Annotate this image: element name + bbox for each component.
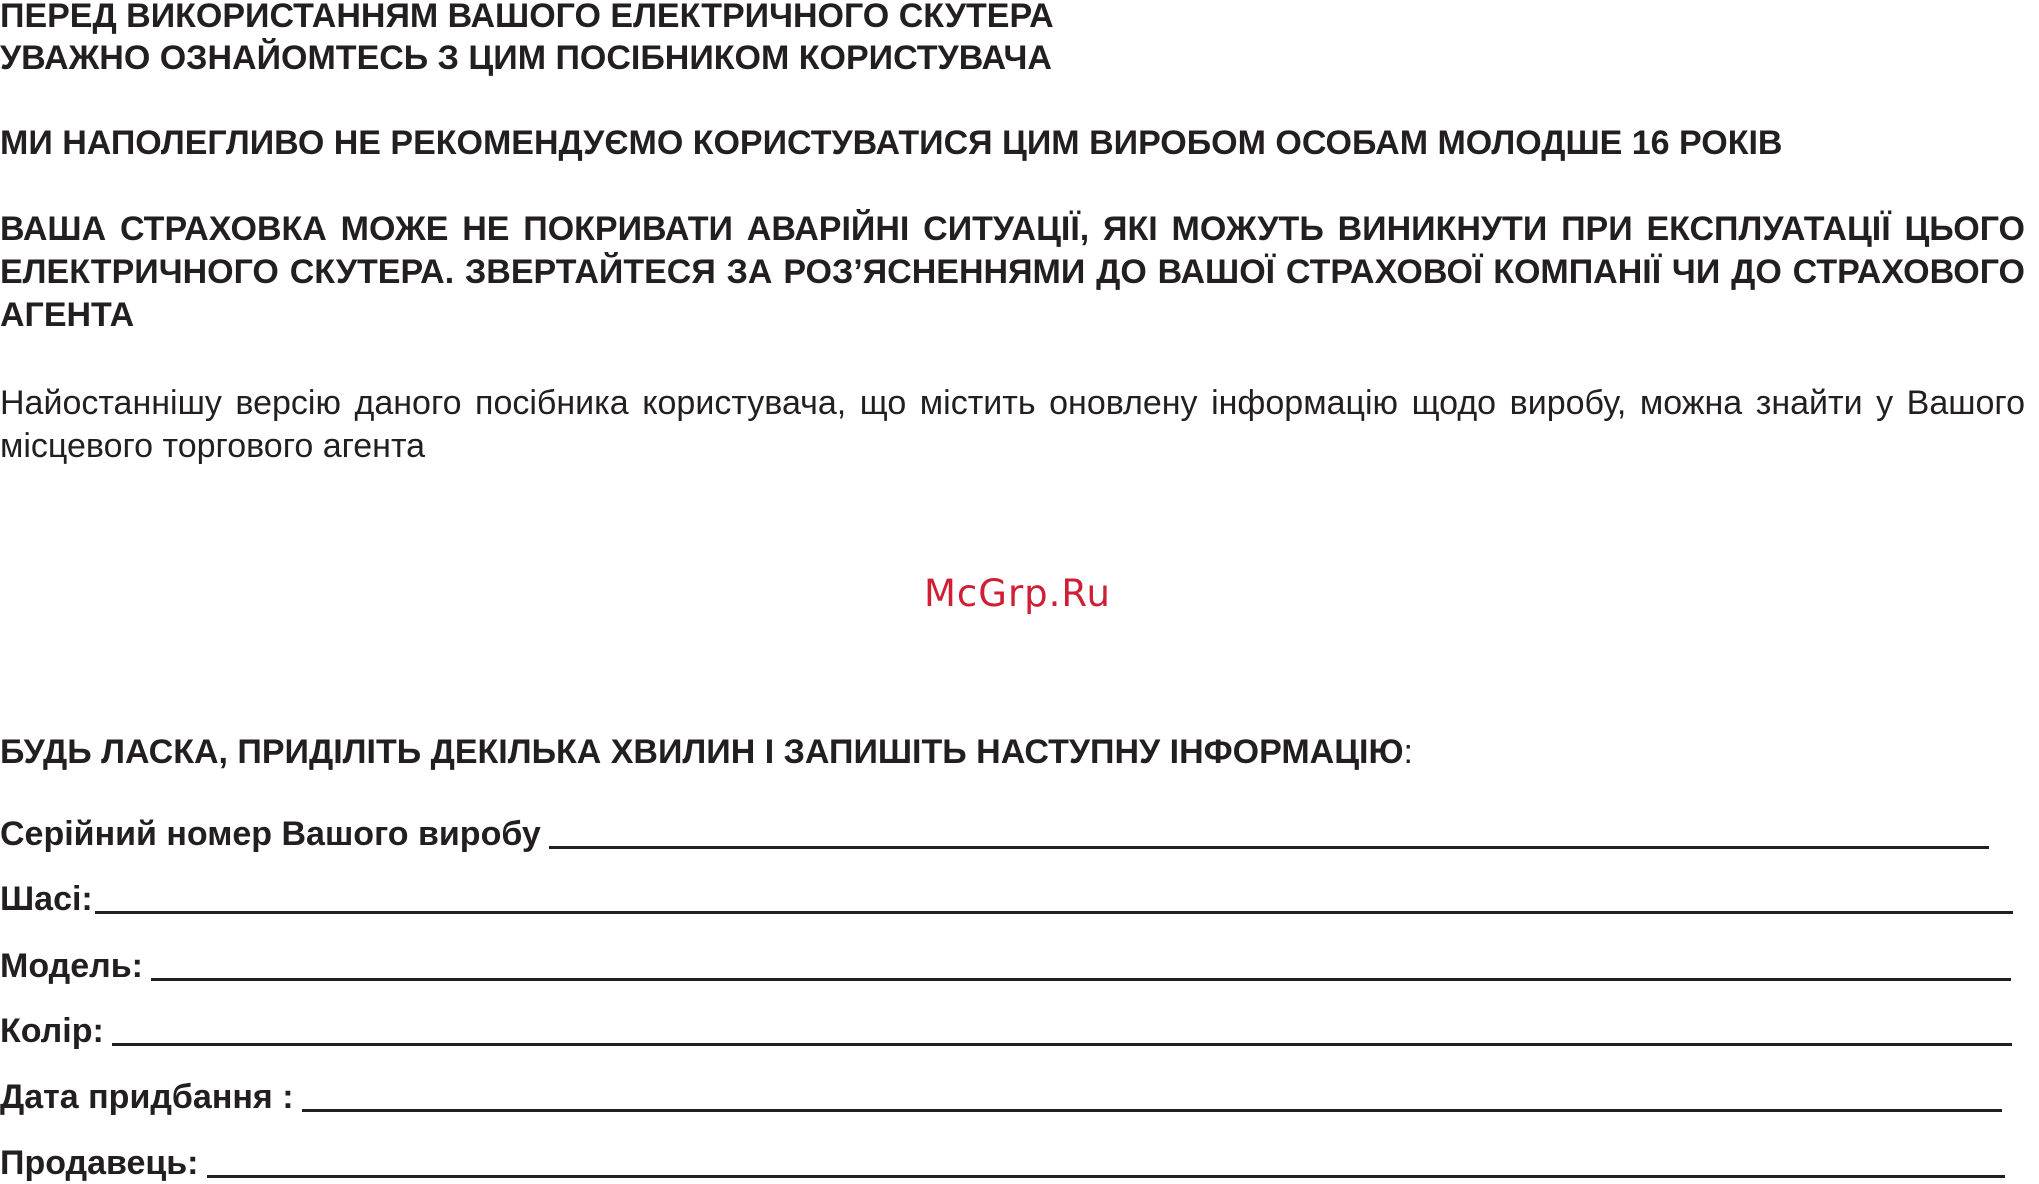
record-prompt-text: БУДЬ ЛАСКА, ПРИДІЛІТЬ ДЕКІЛЬКА ХВИЛИН І ЗАПИШІТЬ НАСТУПНУ ІНФОРМАЦІЮ: [0, 733, 1404, 771]
header-line-1: ПЕРЕД ВИКОРИСТАННЯМ ВАШОГО ЕЛЕКТРИЧНОГО СКУТЕРА: [0, 0, 1054, 35]
seller-label: Продавець:: [0, 1144, 199, 1182]
watermark: McGrp.Ru: [924, 572, 1111, 615]
record-prompt: [0, 731, 1413, 773]
serial-number-label: Серійний номер Вашого виробу: [0, 815, 541, 853]
chassis-field: [0, 874, 2013, 920]
insurance-notice: ВАША СТРАХОВКА МОЖЕ НЕ ПОКРИВАТИ АВАРІЙНІ СИТУАЦІЇ, ЯКІ МОЖУТЬ ВИНИКНУТИ ПРИ ЕКСПЛУАТАЦІЇ ЦЬОГО ЕЛЕКТРИЧНОГО СКУТЕРА. ЗВЕРТАЙТЕСЯ ЗА РОЗ’ЯСНЕННЯМИ ДО ВАШОЇ СТРАХОВОЇ КОМПАНІЇ ЧИ ДО СТРАХОВОГО АГЕНТА: [0, 210, 2025, 334]
color-blank[interactable]: [112, 1043, 2012, 1046]
purchase-date-label: Дата придбання :: [0, 1078, 294, 1116]
chassis-label: Шасі:: [0, 880, 93, 918]
color-label: Колір:: [0, 1012, 104, 1050]
seller-field: [0, 1138, 2005, 1184]
record-prompt-colon: :: [1403, 733, 1413, 771]
serial-number-blank[interactable]: [549, 846, 1989, 849]
model-blank[interactable]: [151, 978, 2011, 981]
header-line-2: УВАЖНО ОЗНАЙОМТЕСЬ З ЦИМ ПОСІБНИКОМ КОРИСТУВАЧА: [0, 39, 1052, 77]
manual-info: Найостаннішу версію даного посібника користувача, що містить оновлену інформацію щодо виробу, можна знайти у Вашого місцевого торгового агента: [0, 384, 2025, 465]
model-label: Модель:: [0, 947, 143, 985]
serial-number-field: [0, 809, 1989, 855]
chassis-blank[interactable]: [95, 911, 2013, 914]
color-field: [0, 1006, 2012, 1052]
purchase-date-field: [0, 1072, 2002, 1118]
seller-blank[interactable]: [207, 1175, 2005, 1178]
model-field: [0, 941, 2011, 987]
age-warning: МИ НАПОЛЕГЛИВО НЕ РЕКОМЕНДУЄМО КОРИСТУВАТИСЯ ЦИМ ВИРОБОМ ОСОБАМ МОЛОДШЕ 16 РОКІВ: [0, 124, 1783, 162]
purchase-date-blank[interactable]: [302, 1109, 2002, 1112]
